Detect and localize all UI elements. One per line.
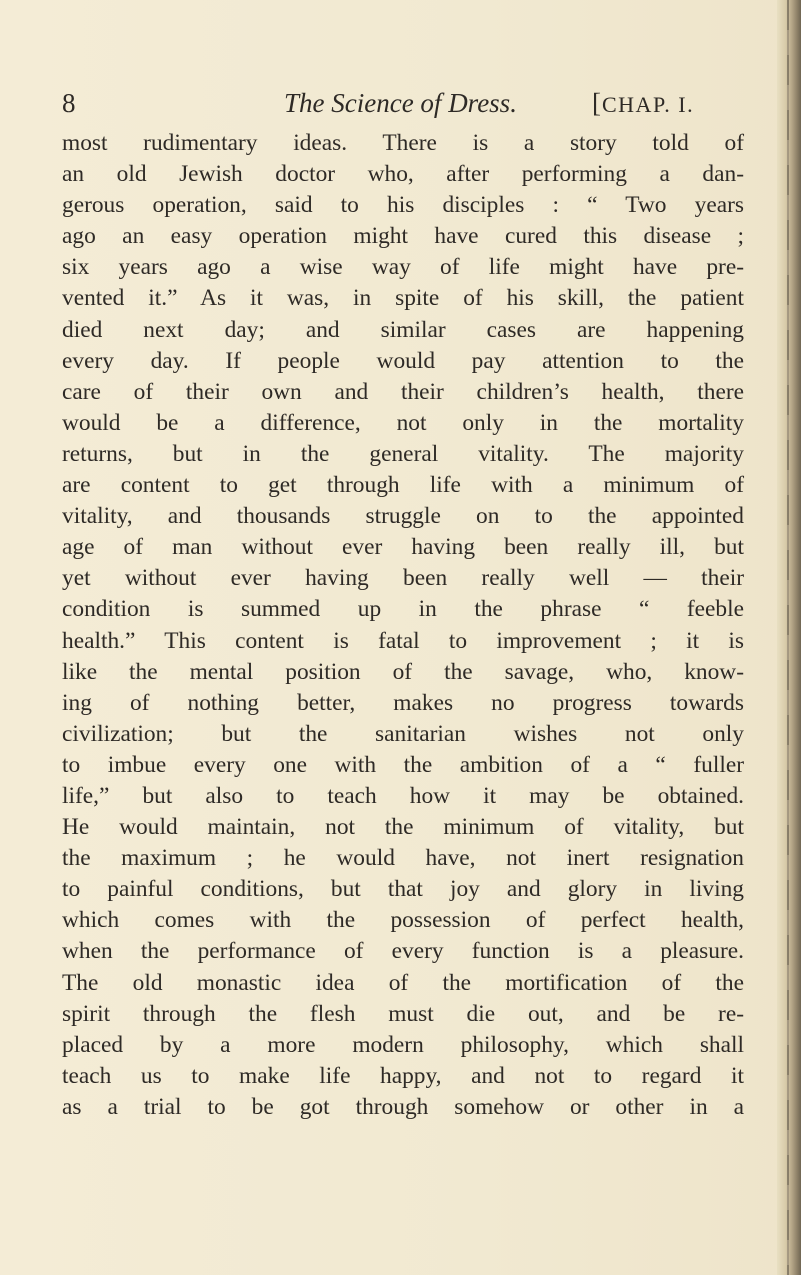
text-line: civilization; but the sanitarian wishes not only xyxy=(62,720,744,747)
text-line: when the performance of every function is a pleasure. xyxy=(62,938,744,965)
text-line: He would maintain, not the minimum of vitality, but xyxy=(62,814,744,841)
text-line: which comes with the possession of perfect health, xyxy=(62,907,744,934)
text-line: condition is summed up in the phrase “ feeble xyxy=(62,596,744,623)
chapter-mark xyxy=(592,88,694,119)
text-line: an old Jewish doctor who, after performing a dan- xyxy=(62,161,744,188)
text-line: would be a difference, not only in the mortality xyxy=(62,409,744,436)
page-edge xyxy=(777,0,801,1275)
text-line: the maximum ; he would have, not inert resignation xyxy=(62,845,744,872)
page-edge-shadow xyxy=(787,0,789,1275)
text-line: ing of nothing better, makes no progress towards xyxy=(62,689,744,716)
text-line: placed by a more modern philosophy, which shall xyxy=(62,1031,744,1058)
text-line: health.” This content is fatal to improvement ; it is xyxy=(62,627,744,654)
text-line: to painful conditions, but that joy and glory in living xyxy=(62,876,744,903)
text-line: as a trial to be got through somehow or other in a xyxy=(62,1093,744,1120)
text-line: most rudimentary ideas. There is a story told of xyxy=(62,130,744,156)
text-line: age of man without ever having been really ill, but xyxy=(62,534,744,561)
text-line: spirit through the flesh must die out, and be re- xyxy=(62,1000,744,1027)
body-text xyxy=(62,128,744,1123)
text-line: vented it.” As it was, in spite of his skill, the patient xyxy=(62,285,744,312)
running-head xyxy=(62,88,744,128)
text-line: gerous operation, said to his disciples : “ Two years xyxy=(62,192,744,219)
text-line: returns, but in the general vitality. The majority xyxy=(62,440,744,467)
text-line: care of their own and their children’s health, there xyxy=(62,378,744,405)
chapter-label: CHAP. I. xyxy=(602,92,695,117)
text-line: to imbue every one with the ambition of a “ fuller xyxy=(62,751,744,778)
text-line: six years ago a wise way of life might have pre- xyxy=(62,254,744,281)
text-line: vitality, and thousands struggle on to the appointed xyxy=(62,503,744,530)
text-line: yet without ever having been really well — their xyxy=(62,565,744,592)
page-number: 8 xyxy=(62,88,76,118)
text-line: teach us to make life happy, and not to regard it xyxy=(62,1062,744,1089)
text-line: every day. If people would pay attention to the xyxy=(62,347,744,374)
text-line: life,” but also to teach how it may be obtained. xyxy=(62,782,744,809)
text-line: are content to get through life with a minimum of xyxy=(62,472,744,499)
chapter-bracket: [ xyxy=(592,88,602,118)
text-line: like the mental position of the savage, who, know- xyxy=(62,658,744,685)
text-line: ago an easy operation might have cured this disease ; xyxy=(62,223,744,250)
text-line: died next day; and similar cases are happening xyxy=(62,316,744,343)
running-title: The Science of Dress. xyxy=(284,88,517,118)
text-line: The old monastic idea of the mortification of the xyxy=(62,969,744,996)
